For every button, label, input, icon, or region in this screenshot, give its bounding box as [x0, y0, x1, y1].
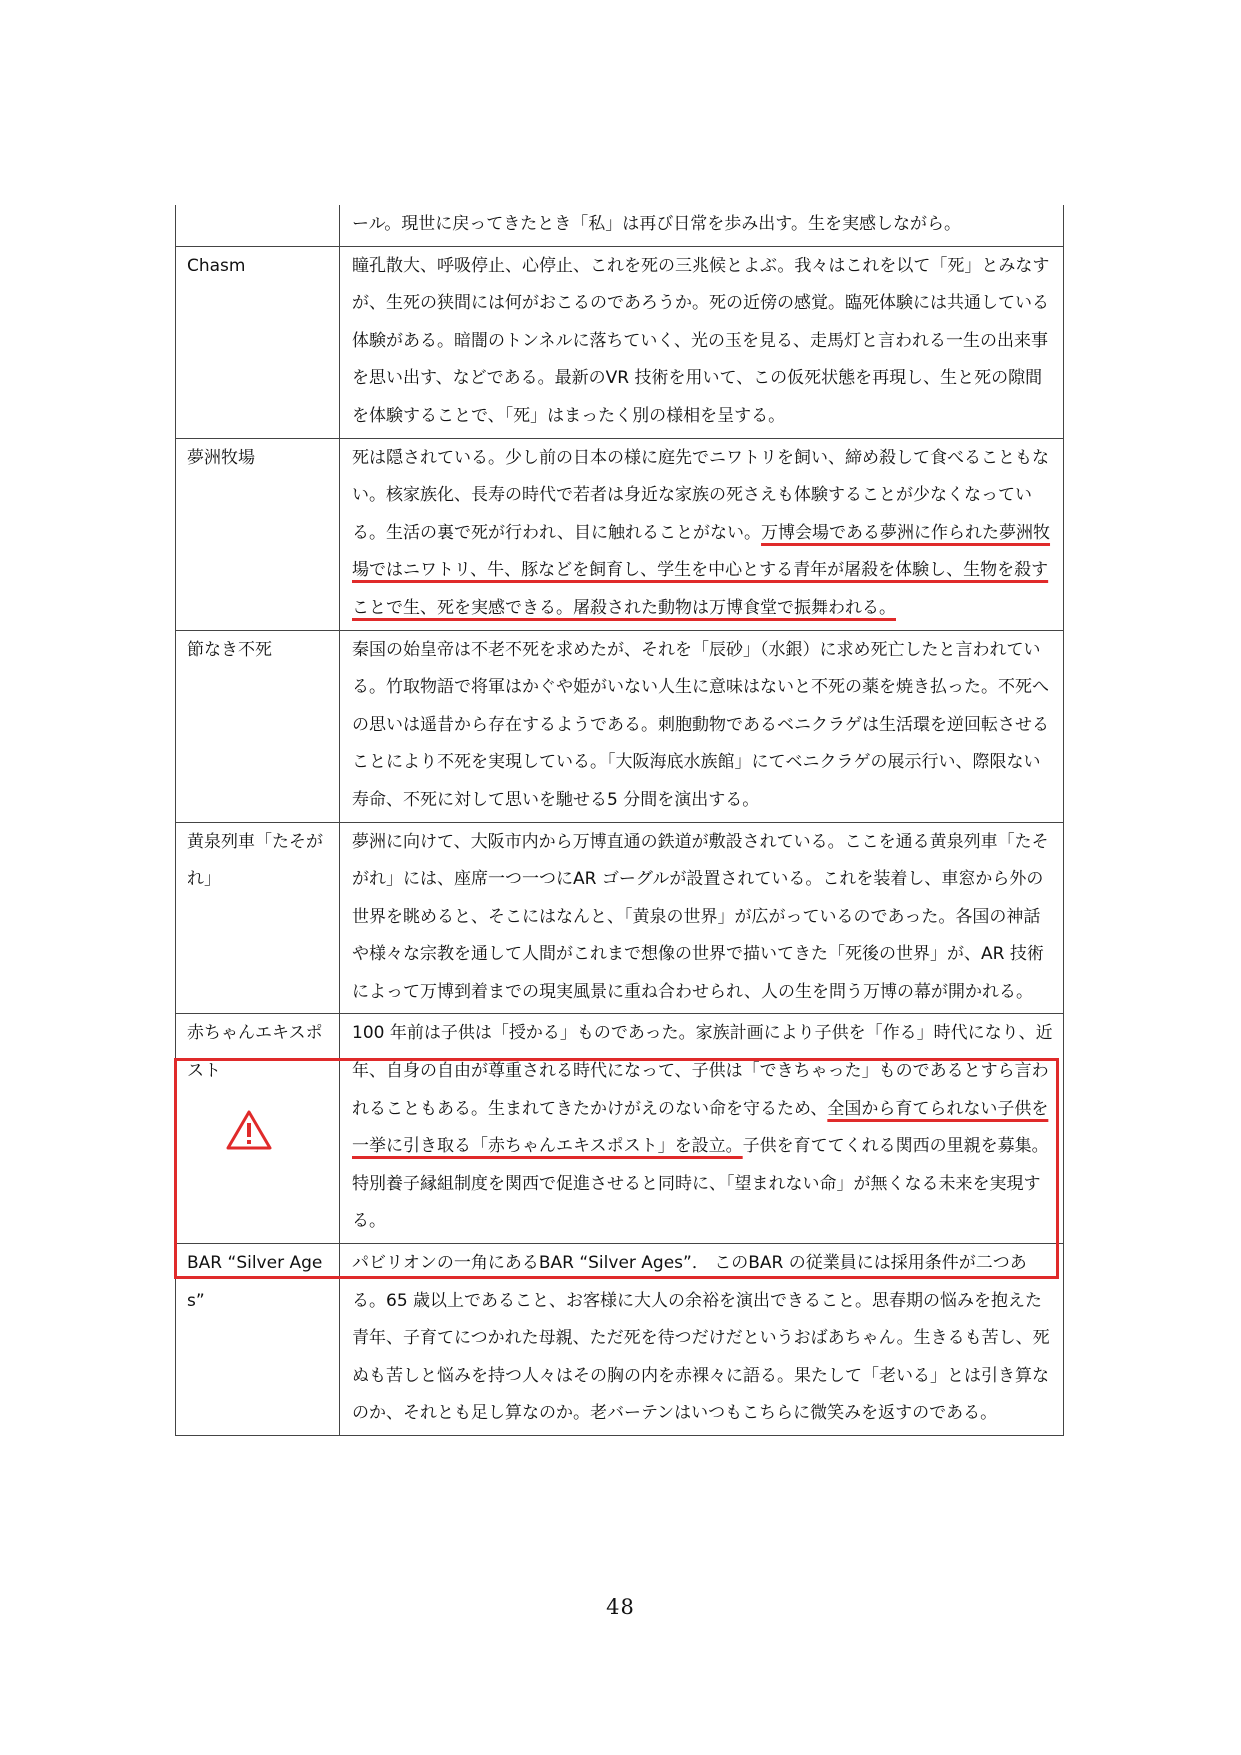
- term-cell: [176, 1014, 340, 1244]
- term-cell: 黄泉列車「たそがれ」: [176, 822, 340, 1014]
- table-row: [176, 1014, 1064, 1244]
- description-cell: 瞳孔散大、呼吸停止、心停止、これを死の三兆候とよぶ。我々はこれを以て「死」とみなすが、生死の狭間には何がおこるのであろうか。死の近傍の感覚。臨死体験には共通している体験がある。暗闇のトンネルに落ちていく、光の玉を見る、走馬灯と言われる一生の出来事を思い出す、などである。最新のVR 技術を用いて、この仮死状態を再現し、生と死の隙間を体験することで、「死」はまったく別の様相を呈する。: [340, 246, 1064, 438]
- underlined-text: 万博会場である夢洲に作られた夢洲牧場ではニワトリ、牛、豚などを飼育し、学生を中心とする青年が屠殺を体験し、生物を殺すことで生、死を実感できる。屠殺された動物は万博食堂で振舞われる。: [352, 522, 1051, 618]
- term-cell: [176, 205, 340, 246]
- description-text: 100 年前は子供は「授かる」ものであった。家族計画により子供を「作る」時代になり、近年、自身の自由が尊重される時代になって、子供は「できちゃった」ものであるとすら言われることもある。生まれてきたかけがえのない命を守るため、: [352, 1023, 1053, 1119]
- description-cell: 秦国の始皇帝は不老不死を求めたが、それを「辰砂」（水銀）に求め死亡したと言われている。竹取物語で将軍はかぐや姫がいない人生に意味はないと不死の薬を焼き払った。不死への思いは遥昔から存在するようである。刺胞動物であるベニクラゲは生活環を逆回転させることにより不死を実現している。「大阪海底水族館」にてベニクラゲの展示行い、際限ない寿命、不死に対して思いを馳せる5 分間を演出する。: [340, 630, 1064, 822]
- table-row: [176, 1244, 1064, 1436]
- description-cell: パビリオンの一角にあるBAR “Silver Ages”． このBAR の従業員には採用条件が二つある。65 歳以上であること、お客様に大人の余裕を演出できること。思春期の悩みを抱えた青年、子育てにつかれた母親、ただ死を待つだけだというおばあちゃん。生きるも苦し、死ぬも苦しと悩みを持つ人々はその胸の内を赤裸々に語る。果たして「老いる」とは引き算なのか、それとも足し算なのか。老バーテンはいつもこちらに微笑みを返すのである。: [340, 1244, 1064, 1436]
- table-row: [176, 630, 1064, 822]
- warning-marker: [187, 1109, 331, 1151]
- description-cell: [340, 438, 1064, 630]
- description-cell: ール。現世に戻ってきたとき「私」は再び日常を歩み出す。生を実感しながら。: [340, 205, 1064, 246]
- page-number: 48: [606, 1595, 635, 1619]
- warning-triangle-icon: [225, 1109, 273, 1151]
- term-cell: 節なき不死: [176, 630, 340, 822]
- table-row: [176, 822, 1064, 1014]
- term-cell: 夢洲牧場: [176, 438, 340, 630]
- description-text: 死は隠されている。少し前の日本の様に庭先でニワトリを飼い、締め殺して食べることもない。核家族化、長寿の時代で若者は身近な家族の死さえも体験することが少なくなっている。生活の裏で死が行われ、目に触れることがない。: [352, 447, 1049, 543]
- table-row: [176, 246, 1064, 438]
- description-cell: 夢洲に向けて、大阪市内から万博直通の鉄道が敷設されている。ここを通る黄泉列車「たそがれ」には、座席一つ一つにAR ゴーグルが設置されている。これを装着し、車窓から外の世界を眺めると、そこにはなんと、「黄泉の世界」が広がっているのであった。各国の神話や様々な宗教を通して人間がこれまで想像の世界で描いてきた「死後の世界」が、AR 技術によって万博到着までの現実風景に重ね合わせられ、人の生を問う万博の幕が開かれる。: [340, 822, 1064, 1014]
- description-text: 子供を育ててくれる関西の里親を募集。特別養子縁組制度を関西で促進させると同時に、「望まれない命」が無くなる未来を実現する。: [352, 1136, 1049, 1232]
- description-cell: [340, 1014, 1064, 1244]
- table-row: [176, 205, 1064, 246]
- underlined-text: 全国から育てられない子供を一挙に引き取る「赤ちゃんエキスポスト」を設立。: [352, 1098, 1049, 1157]
- term-cell: Chasm: [176, 246, 340, 438]
- concept-table: [175, 205, 1064, 1436]
- table-row: [176, 438, 1064, 630]
- term-cell: BAR “Silver Ages”: [176, 1244, 340, 1436]
- term-label: 赤ちゃんエキスポスト: [187, 1023, 323, 1082]
